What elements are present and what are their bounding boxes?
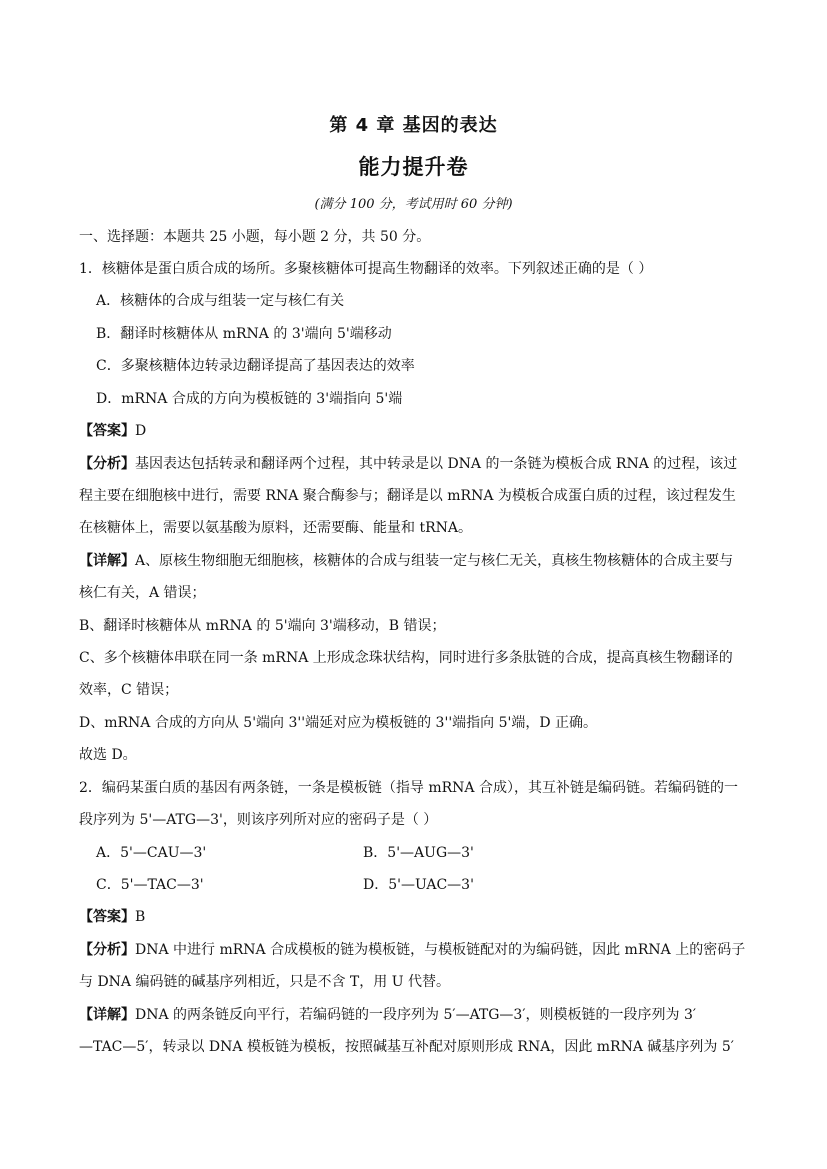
q2-analysis-line-1 (79, 940, 759, 960)
q1-option-b: B．翻译时核糖体从 mRNA 的 3'端向 5'端移动 (96, 326, 392, 342)
q1-detail-tag: 【详解】 (79, 553, 135, 569)
q1-detail-text-1: A、原核生物细胞无细胞核，核糖体的合成与组装一定与核仁无关，真核生物核糖体的合成主要与 (135, 553, 734, 569)
q2-answer (79, 907, 759, 927)
q2-stem-line-2: 段序列为 5'—ATG—3'，则该序列所对应的密码子是（ ） (79, 812, 438, 828)
q1-stem: 1．核糖体是蛋白质合成的场所。多聚核糖体可提高生物翻译的效率。下列叙述正确的是（ ） (79, 261, 653, 277)
paper-title: 能力提升卷 (358, 155, 469, 179)
q1-analysis-line-2: 程主要在细胞核中进行，需要 RNA 聚合酶参与；翻译是以 mRNA 为模板合成蛋白质的过程，该过程发生 (79, 488, 736, 504)
q2-option-d: D．5'—UAC—3' (363, 877, 474, 893)
q1-answer (79, 421, 759, 441)
q2-stem-line-1: 2．编码某蛋白质的基因有两条链，一条是模板链（指导 mRNA 合成），其互补链是编码链。若编码链的一 (79, 780, 738, 796)
q1-option-a: A．核糖体的合成与组装一定与核仁有关 (96, 293, 345, 309)
q1-analysis-line-3: 在核糖体上，需要以氨基酸为原料，还需要酶、能量和 tRNA。 (79, 520, 472, 536)
q1-detail-line-7: 故选 D。 (79, 747, 137, 763)
q2-answer-value: B (135, 909, 146, 925)
q1-answer-value: D (135, 423, 147, 439)
q2-detail-line-1 (79, 1005, 759, 1025)
q2-detail-line-2: —TAC—5′，转录以 DNA 模板链为模板，按照碱基互补配对原则形成 RNA，因此 mRNA 碱基序列为 5′ (79, 1039, 734, 1055)
q1-answer-tag: 【答案】 (79, 423, 135, 439)
q2-option-c: C．5'—TAC—3' (96, 877, 204, 893)
q2-analysis-line-2: 与 DNA 编码链的碱基序列相近，只是不含 T，用 U 代替。 (79, 974, 450, 990)
q2-answer-tag: 【答案】 (79, 909, 135, 925)
chapter-title: 第 4 章 基因的表达 (329, 115, 498, 136)
q1-option-d: D．mRNA 合成的方向为模板链的 3'端指向 5'端 (96, 391, 403, 407)
q2-detail-text-1: DNA 的两条链反向平行，若编码链的一段序列为 5′—ATG—3′，则模板链的一段序列为 3′ (135, 1007, 697, 1023)
q1-detail-line-3: B、翻译时核糖体从 mRNA 的 5'端向 3'端移动，B 错误； (79, 618, 446, 634)
q1-detail-line-6: D、mRNA 合成的方向从 5'端向 3''端延对应为模板链的 3''端指向 5'端，D 正确。 (79, 715, 598, 731)
q2-option-a: A．5'—CAU—3' (96, 845, 207, 861)
q1-detail-line-4: C、多个核糖体串联在同一条 mRNA 上形成念珠状结构，同时进行多条肽链的合成，提高真核生物翻译的 (79, 650, 733, 666)
q1-analysis-tag: 【分析】 (79, 456, 135, 472)
q2-detail-tag: 【详解】 (79, 1007, 135, 1023)
exam-note: (满分 100 分，考试用时 60 分钟) (314, 197, 513, 212)
q1-detail-line-1 (79, 551, 759, 571)
section-heading: 一、选择题：本题共 25 小题，每小题 2 分，共 50 分。 (79, 229, 431, 245)
q1-analysis-line-1 (79, 454, 759, 474)
q2-analysis-text-1: DNA 中进行 mRNA 合成模板的链为模板链，与模板链配对的为编码链，因此 mRNA 上的密码子 (135, 942, 746, 958)
q1-detail-line-5: 效率，C 错误； (79, 682, 179, 698)
q1-detail-line-2: 核仁有关，A 错误； (79, 585, 206, 601)
q1-option-c: C．多聚核糖体边转录边翻译提高了基因表达的效率 (96, 358, 415, 374)
q1-analysis-text-1: 基因表达包括转录和翻译两个过程，其中转录是以 DNA 的一条链为模板合成 RNA 的过程，该过 (135, 456, 738, 472)
q2-option-b: B．5'—AUG—3' (363, 845, 474, 861)
q2-analysis-tag: 【分析】 (79, 942, 135, 958)
